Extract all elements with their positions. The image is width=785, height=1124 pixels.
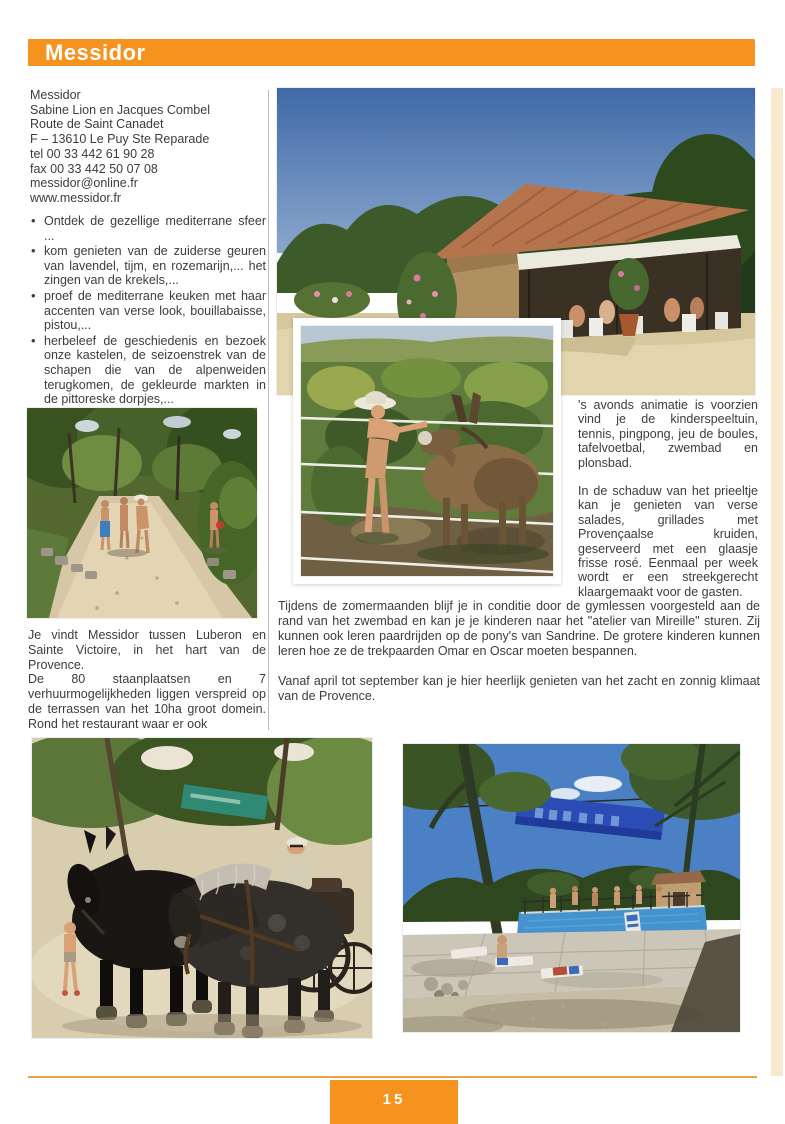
paragraph: 's avonds animatie is voorzien vind je de kinderspeeltuin, tennis, pingpong, jeu de boules, tafelvoetbal, zwembad en plonsbad. [578,398,758,470]
middle-text [278,599,760,719]
bullet-item: • kom genieten van de zuiderse geuren van lavendel, tijm, en rozemarijn,... het zingen van de krekels,... [44,244,266,288]
donkey-photo-frame [293,318,561,584]
intro-bullet-list [30,214,266,408]
paragraph: Tijdens de zomermaanden blijf je in conditie door de gymlessen voorgesteld aan de rand van het zwembad en kan je je kinderen naar het "atelier van Mireille" sturen. Zij kunnen ook leren paardrijden op de pony's van Sandrine. De grotere kinderen kunnen leren hoe ze de trekpaarden Omar en Oscar moeten bespannen. [278,599,760,658]
column-divider [268,90,269,730]
right-column-text [578,398,758,613]
contact-street: Route de Saint Canadet [30,117,164,132]
paragraph: Je vindt Messidor tussen Luberon en Sainte Victoire, in het hart van de Provence. [28,628,266,672]
swimming-pool-photo [403,744,740,1032]
contact-owners: Sabine Lion en Jacques Combel [30,102,210,117]
footer-rule [28,1076,757,1078]
contact-name: Messidor [30,88,81,102]
feeding-donkey-photo [301,326,553,576]
footer-page-box [330,1080,458,1124]
bullet-item: • proef de mediterrane keuken met haar accenten van verse look, bouillabaisse, pistou,... [44,289,266,333]
left-column-text [28,628,266,732]
paragraph: De 80 staanplaatsen en 7 verhuurmogelijkheden liggen verspreid op de terrassen van het 10ha groot domein. Rond het restaurant waar er ook [28,672,266,731]
contact-email: messidor@online.fr [30,176,138,191]
contact-website: www.messidor.fr [30,190,121,205]
bullet-item: • herbeleef de geschiedenis en bezoek onze kastelen, de seizoenstrek van de schapen die van de alpenweiden terugkomen, de gekleurde markten in de pittoreske dorpjes,... [44,334,266,407]
page-number: 15 [382,1091,406,1108]
contact-fax: fax 00 33 442 50 07 08 [30,161,158,176]
paragraph: In de schaduw van het prieeltje kan je genieten van verse salades, grillades met Provençaalse kruiden, geserveerd met een glaasje frisse rosé. Eenmaal per week wordt er een streekgerecht klaargemaakt voor de gasten. [578,484,758,599]
petanque-path-photo [27,408,257,618]
scan-edge-strip [771,88,783,1076]
contact-block [30,88,262,206]
bullet-item: • Ontdek de gezellige mediterrane sfeer ... [44,214,266,243]
contact-city: F – 13610 Le Puy Ste Reparade [30,132,210,147]
contact-tel: tel 00 33 442 61 90 28 [30,146,155,161]
page-title: Messidor [45,40,146,65]
paragraph: Vanaf april tot september kan je hier heerlijk genieten van het zacht en zonnig klimaat van de Provence. [278,674,760,703]
header-bar [28,39,755,66]
draft-horses-carriage-photo [32,738,372,1038]
